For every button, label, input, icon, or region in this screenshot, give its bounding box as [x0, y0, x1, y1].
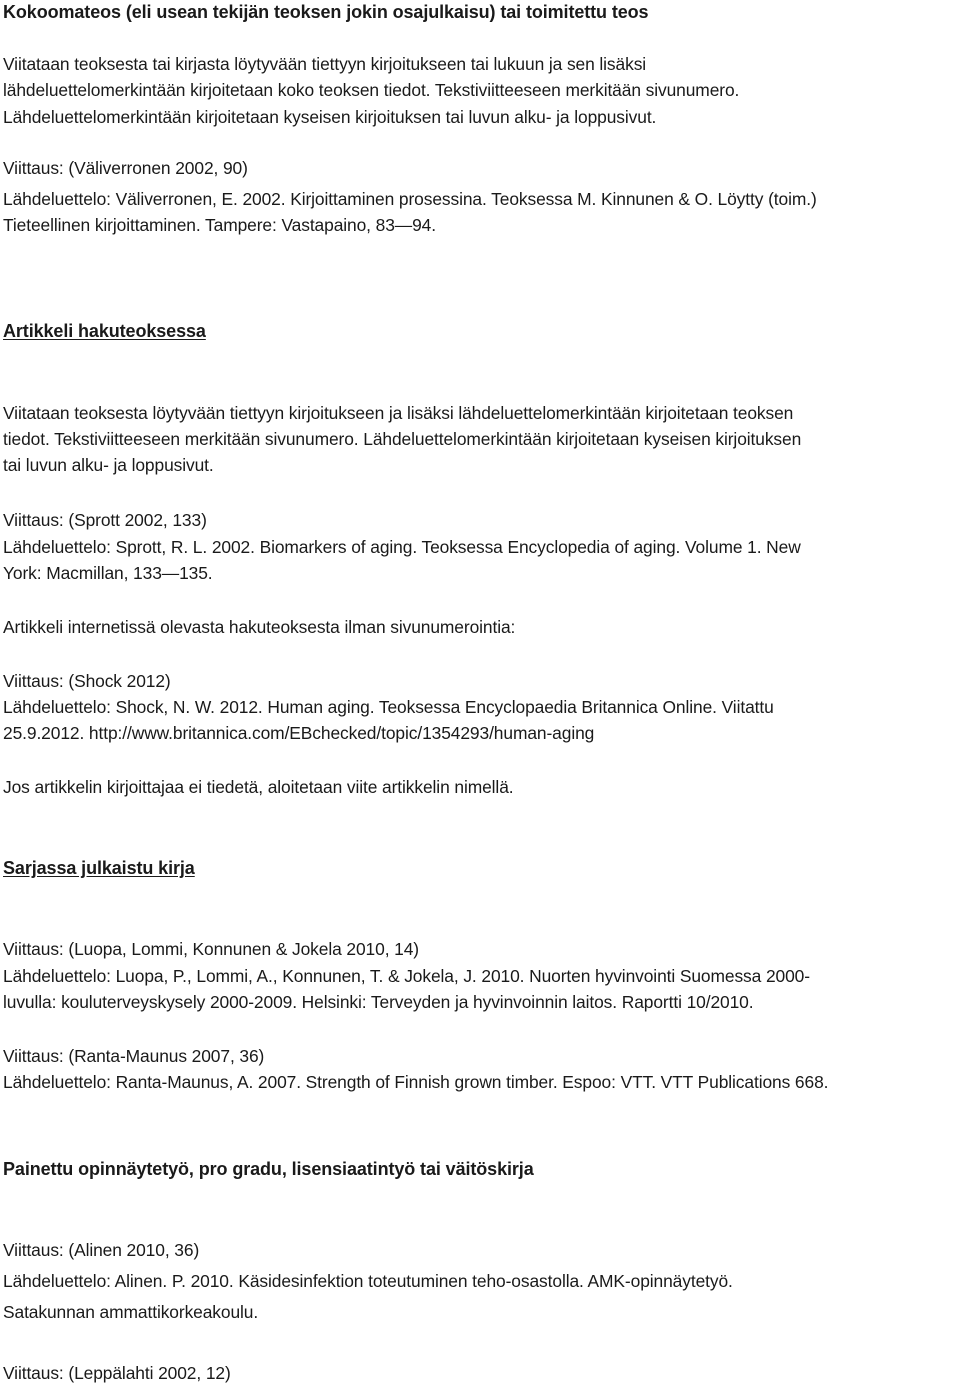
- reference-example-line: Lähdeluettelo: Ranta-Maunus, A. 2007. Strength of Finnish grown timber. Espoo: VTT. VTT Publications 668.: [3, 1072, 829, 1092]
- reference-example-line: Lähdeluettelo: Luopa, P., Lommi, A., Konnunen, T. & Jokela, J. 2010. Nuorten hyvinvointi Suomessa 2000-: [3, 966, 810, 986]
- reference-example-line: Tieteellinen kirjoittaminen. Tampere: Vastapaino, 83—94.: [3, 215, 436, 235]
- section-heading-artikkeli-hakuteoksessa: Artikkeli hakuteoksessa: [3, 321, 206, 341]
- citation-example-line: Viittaus: (Alinen 2010, 36): [3, 1240, 200, 1260]
- paragraph-line: Viitataan teoksesta tai kirjasta löytyvään tiettyyn kirjoitukseen tai lukuun ja sen lisäksi: [3, 54, 647, 74]
- paragraph-line: lähdeluettelomerkintään kirjoitetaan koko teoksen tiedot. Tekstiviitteeseen merkitään sivunumero.: [3, 80, 740, 100]
- citation-example-line: Viittaus: (Ranta-Maunus 2007, 36): [3, 1046, 265, 1066]
- reference-example-line: Lähdeluettelo: Alinen. P. 2010. Käsidesinfektion toteutuminen teho-osastolla. AMK-opinnäytetyö.: [3, 1271, 733, 1291]
- subheading-internet-reference: Artikkeli internetissä olevasta hakuteoksesta ilman sivunumerointia:: [3, 617, 516, 637]
- paragraph-line: Lähdeluettelomerkintään kirjoitetaan kyseisen kirjoituksen tai luvun alku- ja loppusivut.: [3, 107, 657, 127]
- citation-example-line: Viittaus: (Leppälahti 2002, 12): [3, 1363, 231, 1383]
- citation-example-line: Viittaus: (Luopa, Lommi, Konnunen & Jokela 2010, 14): [3, 939, 419, 959]
- section-heading-opinnaytetyo: Painettu opinnäytetyö, pro gradu, lisensiaatintyö tai väitöskirja: [3, 1159, 534, 1179]
- reference-example-line: Satakunnan ammattikorkeakoulu.: [3, 1302, 259, 1322]
- paragraph-line: Viitataan teoksesta löytyvään tiettyyn kirjoitukseen ja lisäksi lähdeluettelomerkintään kirjoitetaan teoksen: [3, 403, 794, 423]
- section-heading-sarjassa-julkaistu-kirja: Sarjassa julkaistu kirja: [3, 858, 195, 878]
- paragraph-line: tiedot. Tekstiviitteeseen merkitään sivunumero. Lähdeluettelomerkintään kirjoitetaan kyseisen kirjoituksen: [3, 429, 802, 449]
- citation-example-line: Viittaus: (Sprott 2002, 133): [3, 510, 207, 530]
- reference-example-line: Lähdeluettelo: Väliverronen, E. 2002. Kirjoittaminen prosessina. Teoksessa M. Kinnunen & O. Löytty (toim.): [3, 189, 817, 209]
- citation-example-line: Viittaus: (Shock 2012): [3, 671, 171, 691]
- section-heading-kokoomateos: Kokoomateos (eli usean tekijän teoksen jokin osajulkaisu) tai toimitettu teos: [3, 2, 649, 22]
- reference-example-line: York: Macmillan, 133—135.: [3, 563, 213, 583]
- reference-example-line: Lähdeluettelo: Shock, N. W. 2012. Human aging. Teoksessa Encyclopaedia Britannica Online. Viitattu: [3, 697, 774, 717]
- reference-example-line: 25.9.2012. http://www.britannica.com/EBchecked/topic/1354293/human-aging: [3, 723, 595, 743]
- reference-example-line: luvulla: kouluterveyskysely 2000-2009. Helsinki: Terveyden ja hyvinvoinnin laitos. Raportti 10/2010.: [3, 992, 754, 1012]
- citation-example-line: Viittaus: (Väliverronen 2002, 90): [3, 158, 248, 178]
- paragraph-line: tai luvun alku- ja loppusivut.: [3, 455, 214, 475]
- note-line: Jos artikkelin kirjoittajaa ei tiedetä, aloitetaan viite artikkelin nimellä.: [3, 777, 514, 797]
- reference-example-line: Lähdeluettelo: Sprott, R. L. 2002. Biomarkers of aging. Teoksessa Encyclopedia of aging. Volume 1. New: [3, 537, 801, 557]
